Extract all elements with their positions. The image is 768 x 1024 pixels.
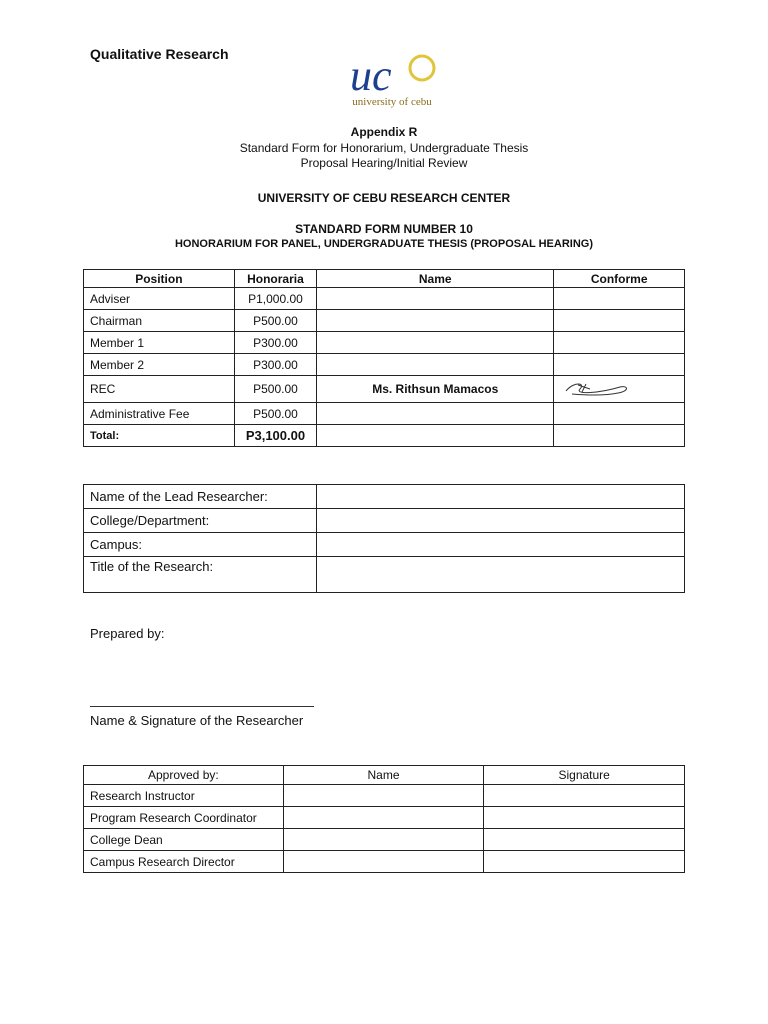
total-value: P3,100.00 [234,425,316,447]
name-cell[interactable] [317,332,554,354]
name-cell[interactable]: Ms. Rithsun Mamacos [317,376,554,403]
approver-name-field[interactable] [283,807,484,829]
honoraria-cell: P500.00 [234,376,316,403]
form-number: STANDARD FORM NUMBER 10 [295,222,473,236]
honorarium-table [83,269,685,447]
table-header-row [84,766,685,785]
conforme-cell[interactable] [554,403,685,425]
appendix-title: Appendix R [350,125,418,139]
conforme-cell[interactable] [554,310,685,332]
table-row [84,376,685,403]
logo-subtitle: university of cebu [352,96,432,108]
table-row [84,785,685,807]
approver-role: Program Research Coordinator [84,807,284,829]
table-row [84,851,685,873]
field-label: College/Department: [84,509,317,533]
position-cell: Member 2 [84,354,235,376]
conforme-signature [560,377,636,399]
research-info-table [83,484,685,593]
signature-caption: Name & Signature of the Researcher [90,713,304,728]
table-header-row [84,270,685,288]
table-row [84,288,685,310]
table-row [84,485,685,509]
conforme-cell [554,425,685,447]
conforme-cell[interactable] [554,288,685,310]
column-header: Honoraria [234,270,316,288]
approver-name-field[interactable] [283,829,484,851]
position-cell: Adviser [84,288,235,310]
table-row [84,310,685,332]
table-row [84,829,685,851]
form-subtitle: HONORARIUM FOR PANEL, UNDERGRADUATE THESIS (PROPOSAL HEARING) [174,238,593,250]
table-row [84,403,685,425]
approver-name-field[interactable] [283,851,484,873]
position-cell: Member 1 [84,332,235,354]
name-cell [317,425,554,447]
university-logo [336,48,448,110]
column-header: Name [317,270,554,288]
total-row [84,425,685,447]
honoraria-cell: P500.00 [234,403,316,425]
approver-role: College Dean [84,829,284,851]
honoraria-cell: P300.00 [234,354,316,376]
field-label: Name of the Lead Researcher: [84,485,317,509]
approval-table [83,765,685,873]
position-cell: REC [84,376,235,403]
column-header: Approved by: [84,766,284,785]
approver-role: Research Instructor [84,785,284,807]
name-cell[interactable] [317,310,554,332]
honoraria-cell: P500.00 [234,310,316,332]
total-label: Total: [84,425,235,447]
logo-monogram: uc [350,51,392,100]
table-row [84,557,685,593]
honoraria-cell: P300.00 [234,332,316,354]
appendix-line1: Standard Form for Honorarium, Undergraduate Thesis [239,141,529,155]
table-row [84,332,685,354]
name-cell[interactable] [317,354,554,376]
research-title-field[interactable] [316,557,684,593]
table-row [84,807,685,829]
table-row [84,509,685,533]
name-cell[interactable] [317,288,554,310]
name-cell[interactable] [317,403,554,425]
signature-line [90,706,314,707]
appendix-line2: Proposal Hearing/Initial Review [300,156,468,170]
approver-signature-field[interactable] [484,851,685,873]
column-header: Name [283,766,484,785]
table-row [84,354,685,376]
conforme-cell[interactable] [554,354,685,376]
campus-field[interactable] [316,533,684,557]
approver-role: Campus Research Director [84,851,284,873]
college-department-field[interactable] [316,509,684,533]
approver-signature-field[interactable] [484,807,685,829]
table-row [84,533,685,557]
conforme-cell[interactable] [554,376,685,403]
approver-name-field[interactable] [283,785,484,807]
approver-signature-field[interactable] [484,785,685,807]
approver-signature-field[interactable] [484,829,685,851]
column-header: Position [84,270,235,288]
lead-researcher-field[interactable] [316,485,684,509]
column-header: Conforme [554,270,685,288]
center-name: UNIVERSITY OF CEBU RESEARCH CENTER [257,191,511,205]
honoraria-cell: P1,000.00 [234,288,316,310]
field-label: Campus: [84,533,317,557]
conforme-cell[interactable] [554,332,685,354]
document-header-label: Qualitative Research [90,46,229,62]
position-cell: Administrative Fee [84,403,235,425]
position-cell: Chairman [84,310,235,332]
column-header: Signature [484,766,685,785]
prepared-by-label: Prepared by: [90,626,165,641]
field-label: Title of the Research: [84,557,317,593]
